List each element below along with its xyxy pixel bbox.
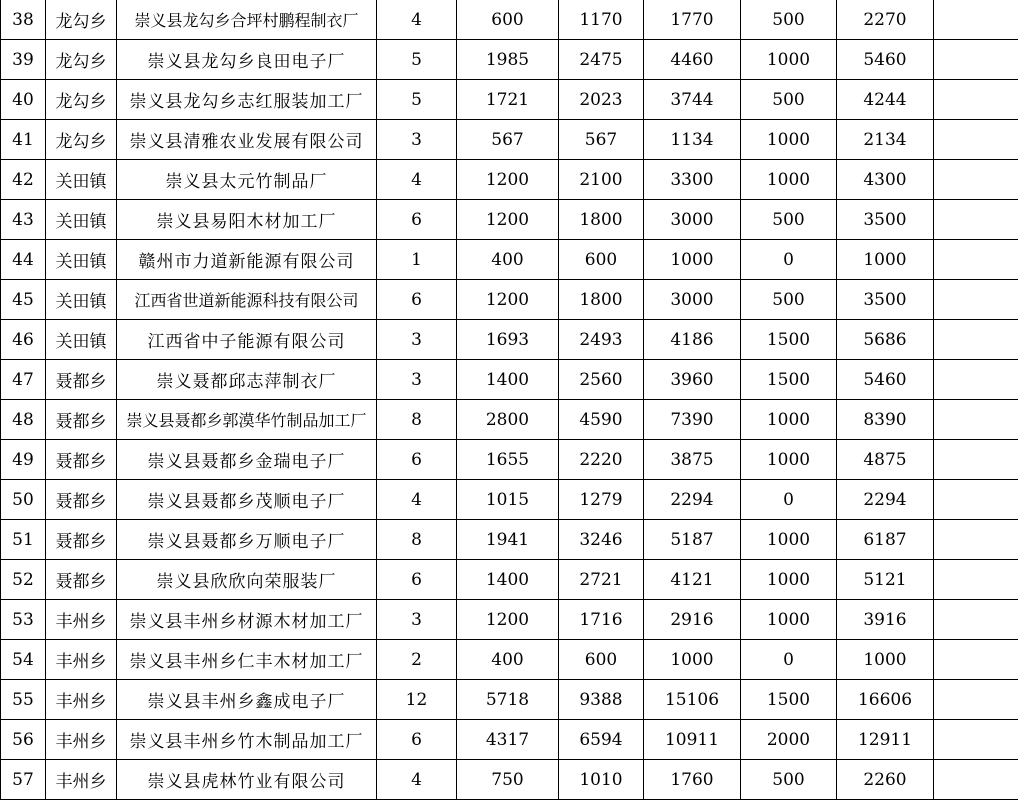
township-cell: 关田镇 [46,240,117,280]
row-number: 52 [1,560,46,600]
township-cell: 龙勾乡 [46,80,117,120]
value-a-cell: 1200 [457,280,559,320]
table-row [1,80,1018,120]
total-cell: 8390 [837,400,934,440]
township-cell: 龙勾乡 [46,120,117,160]
township-cell: 聂都乡 [46,440,117,480]
total-cell: 12911 [837,720,934,760]
value-b-cell: 567 [559,120,644,160]
count-cell: 6 [377,440,457,480]
count-cell: 4 [377,760,457,800]
value-b-cell: 2220 [559,440,644,480]
township-cell: 丰州乡 [46,760,117,800]
total-cell: 2260 [837,760,934,800]
subtotal-cell: 4121 [644,560,741,600]
value-a-cell: 2800 [457,400,559,440]
township-cell: 聂都乡 [46,400,117,440]
value-a-cell: 1200 [457,600,559,640]
count-cell: 6 [377,200,457,240]
township-cell: 聂都乡 [46,560,117,600]
subtotal-cell: 1000 [644,640,741,680]
company-name-cell: 崇义县龙勾乡志红服装加工厂 [117,80,377,120]
table-row [1,120,1018,160]
count-cell: 4 [377,160,457,200]
row-number: 51 [1,520,46,560]
company-name-cell: 崇义县太元竹制品厂 [117,160,377,200]
table-row [1,520,1018,560]
empty-cell [934,480,1018,520]
empty-cell [934,160,1018,200]
table-body [1,0,1018,800]
company-name-cell: 崇义县丰州乡材源木材加工厂 [117,600,377,640]
subtotal-cell: 3875 [644,440,741,480]
township-cell: 龙勾乡 [46,0,117,40]
extra-cell: 1500 [741,680,837,720]
value-b-cell: 4590 [559,400,644,440]
empty-cell [934,400,1018,440]
row-number: 57 [1,760,46,800]
company-name-cell: 崇义县龙勾乡良田电子厂 [117,40,377,80]
row-number: 48 [1,400,46,440]
value-a-cell: 600 [457,0,559,40]
extra-cell: 0 [741,480,837,520]
table-row [1,600,1018,640]
empty-cell [934,680,1018,720]
extra-cell: 0 [741,640,837,680]
table-row [1,320,1018,360]
extra-cell: 500 [741,0,837,40]
row-number: 39 [1,40,46,80]
subtotal-cell: 1000 [644,240,741,280]
row-number: 44 [1,240,46,280]
value-a-cell: 1400 [457,360,559,400]
subtotal-cell: 3000 [644,200,741,240]
total-cell: 5686 [837,320,934,360]
extra-cell: 1000 [741,560,837,600]
extra-cell: 500 [741,80,837,120]
subtotal-cell: 4186 [644,320,741,360]
subtotal-cell: 3960 [644,360,741,400]
table-row [1,280,1018,320]
value-b-cell: 1800 [559,200,644,240]
total-cell: 1000 [837,240,934,280]
total-cell: 2294 [837,480,934,520]
total-cell: 1000 [837,640,934,680]
row-number: 56 [1,720,46,760]
township-cell: 丰州乡 [46,640,117,680]
value-a-cell: 400 [457,240,559,280]
total-cell: 5460 [837,360,934,400]
value-a-cell: 1015 [457,480,559,520]
empty-cell [934,200,1018,240]
total-cell: 5460 [837,40,934,80]
value-b-cell: 2100 [559,160,644,200]
count-cell: 8 [377,400,457,440]
value-b-cell: 1279 [559,480,644,520]
company-name-cell: 赣州市力道新能源有限公司 [117,240,377,280]
table-row [1,0,1018,40]
total-cell: 5121 [837,560,934,600]
extra-cell: 2000 [741,720,837,760]
company-name-cell: 崇义县聂都乡郭漠华竹制品加工厂 [117,400,377,440]
empty-cell [934,240,1018,280]
extra-cell: 500 [741,200,837,240]
row-number: 53 [1,600,46,640]
empty-cell [934,720,1018,760]
extra-cell: 1000 [741,160,837,200]
count-cell: 4 [377,480,457,520]
subtotal-cell: 10911 [644,720,741,760]
company-name-cell: 崇义县龙勾乡合坪村鹏程制衣厂 [117,0,377,40]
township-cell: 关田镇 [46,320,117,360]
row-number: 55 [1,680,46,720]
value-a-cell: 1985 [457,40,559,80]
total-cell: 4875 [837,440,934,480]
empty-cell [934,80,1018,120]
count-cell: 2 [377,640,457,680]
count-cell: 12 [377,680,457,720]
empty-cell [934,0,1018,40]
count-cell: 5 [377,80,457,120]
value-b-cell: 2493 [559,320,644,360]
table-row [1,480,1018,520]
subtotal-cell: 1770 [644,0,741,40]
company-name-cell: 崇义县聂都乡金瑞电子厂 [117,440,377,480]
count-cell: 3 [377,120,457,160]
subtotal-cell: 2916 [644,600,741,640]
empty-cell [934,600,1018,640]
value-a-cell: 1941 [457,520,559,560]
township-cell: 丰州乡 [46,720,117,760]
township-cell: 关田镇 [46,160,117,200]
company-name-cell: 江西省世道新能源科技有限公司 [117,280,377,320]
subtotal-cell: 1760 [644,760,741,800]
empty-cell [934,440,1018,480]
row-number: 54 [1,640,46,680]
total-cell: 16606 [837,680,934,720]
count-cell: 8 [377,520,457,560]
row-number: 45 [1,280,46,320]
count-cell: 3 [377,600,457,640]
company-name-cell: 崇义县聂都乡茂顺电子厂 [117,480,377,520]
count-cell: 3 [377,360,457,400]
table-row [1,360,1018,400]
township-cell: 聂都乡 [46,480,117,520]
empty-cell [934,360,1018,400]
table-row [1,400,1018,440]
row-number: 41 [1,120,46,160]
empty-cell [934,640,1018,680]
subtotal-cell: 3300 [644,160,741,200]
row-number: 38 [1,0,46,40]
value-b-cell: 1010 [559,760,644,800]
row-number: 49 [1,440,46,480]
value-b-cell: 1170 [559,0,644,40]
table-row [1,160,1018,200]
count-cell: 5 [377,40,457,80]
value-b-cell: 2721 [559,560,644,600]
company-name-cell: 崇义县欣欣向荣服装厂 [117,560,377,600]
value-a-cell: 567 [457,120,559,160]
township-cell: 龙勾乡 [46,40,117,80]
table-row [1,720,1018,760]
row-number: 43 [1,200,46,240]
township-cell: 关田镇 [46,200,117,240]
total-cell: 2270 [837,0,934,40]
township-cell: 聂都乡 [46,520,117,560]
total-cell: 3500 [837,200,934,240]
subtotal-cell: 4460 [644,40,741,80]
value-a-cell: 1721 [457,80,559,120]
value-a-cell: 4317 [457,720,559,760]
table-row [1,200,1018,240]
table-row [1,240,1018,280]
row-number: 50 [1,480,46,520]
township-cell: 关田镇 [46,280,117,320]
value-b-cell: 6594 [559,720,644,760]
table-row [1,760,1018,800]
extra-cell: 500 [741,760,837,800]
empty-cell [934,560,1018,600]
value-a-cell: 1200 [457,160,559,200]
extra-cell: 1000 [741,440,837,480]
company-name-cell: 崇义县聂都乡万顺电子厂 [117,520,377,560]
subtotal-cell: 15106 [644,680,741,720]
empty-cell [934,760,1018,800]
subtotal-cell: 2294 [644,480,741,520]
value-b-cell: 1716 [559,600,644,640]
company-name-cell: 崇义县易阳木材加工厂 [117,200,377,240]
company-name-cell: 崇义县丰州乡竹木制品加工厂 [117,720,377,760]
subtotal-cell: 1134 [644,120,741,160]
extra-cell: 1500 [741,320,837,360]
empty-cell [934,280,1018,320]
count-cell: 6 [377,560,457,600]
row-number: 42 [1,160,46,200]
company-name-cell: 崇义县丰州乡鑫成电子厂 [117,680,377,720]
company-name-cell: 崇义县清雅农业发展有限公司 [117,120,377,160]
value-b-cell: 3246 [559,520,644,560]
company-name-cell: 崇义聂都邱志萍制衣厂 [117,360,377,400]
value-b-cell: 2023 [559,80,644,120]
count-cell: 1 [377,240,457,280]
extra-cell: 1500 [741,360,837,400]
table-row [1,40,1018,80]
township-cell: 丰州乡 [46,600,117,640]
table-row [1,440,1018,480]
subtotal-cell: 7390 [644,400,741,440]
company-name-cell: 崇义县丰州乡仁丰木材加工厂 [117,640,377,680]
value-b-cell: 600 [559,640,644,680]
empty-cell [934,320,1018,360]
extra-cell: 500 [741,280,837,320]
row-number: 46 [1,320,46,360]
extra-cell: 1000 [741,400,837,440]
value-a-cell: 5718 [457,680,559,720]
subtotal-cell: 5187 [644,520,741,560]
value-b-cell: 9388 [559,680,644,720]
extra-cell: 1000 [741,40,837,80]
empty-cell [934,520,1018,560]
township-cell: 丰州乡 [46,680,117,720]
extra-cell: 1000 [741,120,837,160]
value-a-cell: 400 [457,640,559,680]
table-row [1,640,1018,680]
count-cell: 4 [377,0,457,40]
value-a-cell: 750 [457,760,559,800]
total-cell: 3916 [837,600,934,640]
count-cell: 3 [377,320,457,360]
value-a-cell: 1655 [457,440,559,480]
table-row [1,680,1018,720]
value-b-cell: 2475 [559,40,644,80]
company-name-cell: 江西省中子能源有限公司 [117,320,377,360]
extra-cell: 0 [741,240,837,280]
total-cell: 3500 [837,280,934,320]
company-name-cell: 崇义县虎林竹业有限公司 [117,760,377,800]
township-cell: 聂都乡 [46,360,117,400]
value-a-cell: 1200 [457,200,559,240]
empty-cell [934,40,1018,80]
subtotal-cell: 3744 [644,80,741,120]
extra-cell: 1000 [741,600,837,640]
total-cell: 4244 [837,80,934,120]
total-cell: 6187 [837,520,934,560]
total-cell: 4300 [837,160,934,200]
value-b-cell: 2560 [559,360,644,400]
row-number: 40 [1,80,46,120]
value-b-cell: 600 [559,240,644,280]
value-b-cell: 1800 [559,280,644,320]
empty-cell [934,120,1018,160]
count-cell: 6 [377,280,457,320]
row-number: 47 [1,360,46,400]
count-cell: 6 [377,720,457,760]
value-a-cell: 1400 [457,560,559,600]
value-a-cell: 1693 [457,320,559,360]
extra-cell: 1000 [741,520,837,560]
subtotal-cell: 3000 [644,280,741,320]
total-cell: 2134 [837,120,934,160]
table-row [1,560,1018,600]
